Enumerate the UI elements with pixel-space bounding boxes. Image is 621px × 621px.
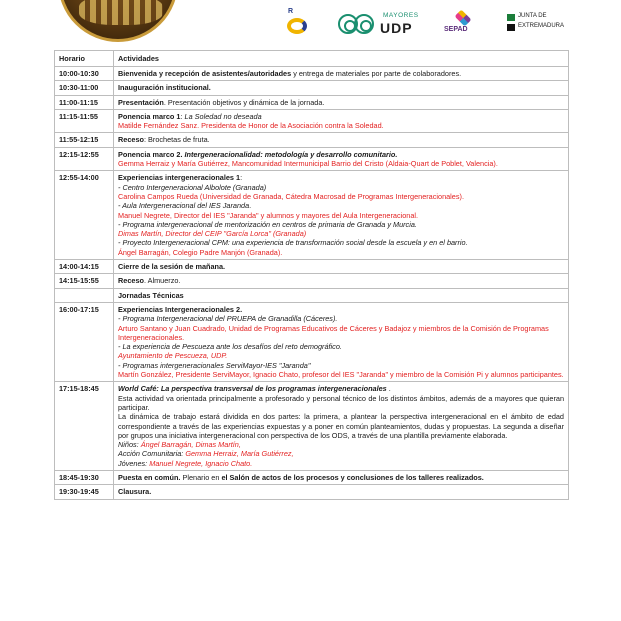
row-time: 10:30-11:00 [55,81,114,95]
experience-line: - Programa intergeneracional de mentorización en centros de primaria de Granada y Murcia. [118,219,417,229]
experience-line: - Proyecto Intergeneracional CPM: una experiencia de transformación social desde la escuela y en el barrio. [118,238,468,248]
row-activity [114,302,569,381]
activity-text: : [240,173,243,183]
table-row [55,274,569,288]
activity-text: : Brochetas de fruta. [143,135,210,145]
table-row [55,470,569,484]
table-row [55,171,569,260]
activity-text-bold: el Salón de actos de los procesos y conclusiones de los talleres realizados. [221,472,484,482]
table-row [55,81,569,95]
activity-title: World Café [118,384,157,394]
sepad-logo-text: SEPAD [444,26,468,33]
activity-subtitle: La Soledad no deseada [184,111,262,121]
row-activity [114,95,569,109]
group-facilitators: Gemma Herraiz, María Gutiérrez, [185,449,294,459]
table-row [55,95,569,109]
speaker-line: Ayuntamiento de Pescueza, UDP. [118,351,228,361]
row-time: 14:00-14:15 [55,260,114,274]
activity-subtitle: : La perspectiva transversal de los programas intergeneracionales [156,384,387,394]
row-activity [114,133,569,147]
experience-line: - Programas intergeneracionales ServiMayor-IES "Jaranda" [118,360,311,370]
activity-title: Presentación [118,97,164,107]
activity-title: Experiencias intergeneracionales 1 [118,173,241,183]
table-row [55,382,569,471]
section-heading: Jornadas Técnicas [118,290,184,300]
page-header [0,0,621,44]
activity-subtitle: Intergeneracionalidad: metodología y desarrollo comunitario. [184,149,398,159]
row-activity [114,485,569,499]
activity-title: Ponencia marco 1 [118,111,181,121]
junta-flag-icon-2 [507,24,515,31]
experience-line: - Programa Intergeneracional del PRUEPA de Granadilla (Cáceres). [118,314,338,324]
table-row [55,260,569,274]
speaker-line: Martín González, Presidente ServiMayor, Ignacio Chato, profesor del IES "Jaranda" y miembro de la Comisión Pi y alumnos participantes. [118,370,564,380]
group-label: Niños: [118,440,141,450]
event-photo [58,0,178,42]
row-activity [114,382,569,471]
row-time: 17:15-18:45 [55,382,114,471]
row-time: 14:15-15:55 [55,274,114,288]
row-time [55,288,114,302]
row-activity [114,67,569,81]
activity-paragraph: Esta actividad va orientada principalmente a profesorado y personal técnico de los distintos ámbitos, además de a mayores que quieran participar. [118,393,564,412]
experience-line: - La experiencia de Pescueza ante los desafíos del reto demográfico. [118,342,342,352]
speaker-line: Manuel Negrete, Director del IES "Jaranda" y alumnos y mayores del Aula Intergeneracional. [118,210,419,220]
activity-title: Receso [118,135,144,145]
row-activity [114,260,569,274]
row-activity [114,171,569,260]
speaker-line: Gemma Herraiz y María Gutiérrez, Mancomunidad Intermunicipal Barrio del Cristo (Aldaia-Quart de Poblet, Valencia). [118,159,498,169]
junta-logo-line1: JUNTA DE [518,13,547,19]
group-facilitators: Manuel Negrete, Ignacio Chato. [149,458,253,468]
column-header-time: Horario [55,51,114,67]
experience-line: - Aula Intergeneracional del IES Jaranda [118,201,250,211]
r-logo [286,8,310,36]
activity-title: Puesta en común. [118,472,181,482]
activity-text: : [180,111,185,121]
table-header-row [55,51,569,67]
row-time: 11:00-11:15 [55,95,114,109]
row-time: 12:15-12:55 [55,147,114,171]
experience-line: - Centro Intergeneracional Albolote (Granada) [118,182,267,192]
speaker-line: Arturo Santano y Juan Cuadrado, Unidad de Programas Educativos de Cáceres y Badajoz y miembros de la Comisión de Programas Intergeneracionales. [118,323,549,342]
experience-line-end: . [249,201,252,211]
row-activity [114,470,569,484]
table-row [55,133,569,147]
row-activity [114,81,569,95]
activity-title: Bienvenida y recepción de asistentes/autoridades [118,69,292,78]
agenda-table [54,50,569,500]
speaker-line: Matilde Fernández Sanz. Presidenta de Honor de la Asociación contra la Soledad. [118,121,384,131]
group-label: Acción Comunitaria: [118,449,186,459]
r-logo-ring [287,18,307,34]
row-time: 16:00-17:15 [55,302,114,381]
table-row [55,485,569,499]
row-time: 11:15-11:55 [55,109,114,133]
row-time: 10:00-10:30 [55,67,114,81]
activity-title: Clausura. [118,487,152,497]
activity-paragraph: La dinámica de trabajo estará dividida en dos partes: la primera, a plantear la perspectiva intergeneracional en el ámbito de edad correspondiente a través de las experiencias expuestas y a poner en común planteamientos, dudas y propuestas. La segunda a diseñar por grupos una iniciativa intergeneracional con perspectiva de los ODS, a través de una plantilla previamente elaborada. [118,412,564,440]
row-time: 19:30-19:45 [55,485,114,499]
table-row [55,67,569,81]
table-row [55,302,569,381]
row-activity [114,147,569,171]
speaker-line: Ángel Barragán, Colegio Padre Manjón (Granada). [118,247,283,257]
row-activity [114,288,569,302]
group-label: Jóvenes: [118,458,150,468]
activity-title: Cierre de la sesión de mañana. [118,262,226,272]
row-activity [114,109,569,133]
udp-logo [338,12,426,36]
activity-text: . [386,384,391,394]
activity-title: Inauguración institucional. [118,83,211,93]
junta-flag-icon [507,14,515,21]
activity-text: Plenario en [180,472,222,482]
speaker-line: Carolina Campos Rueda (Universidad de Granada, Cátedra Macrosad de Programas Intergeneracionales). [118,191,464,201]
activity-title: Experiencias Intergeneracionales 2. [118,304,243,314]
speaker-line: Dimas Martín, Director del CEIP "García Lorca" (Granada) [118,229,307,239]
row-time: 12:55-14:00 [55,171,114,260]
sepad-logo [444,12,484,38]
group-facilitators: Ángel Barragán, Dimas Martín, [140,440,241,450]
activity-title: Receso [118,276,144,286]
activity-text: y entrega de materiales por parte de colaboradores. [291,69,462,78]
activity-text: . Presentación objetivos y dinámica de la jornada. [163,97,325,107]
row-activity [114,274,569,288]
table-row [55,147,569,171]
udp-ring-icon-2 [354,14,374,34]
activity-text: . Almuerzo. [143,276,181,286]
r-logo-letter: R [288,8,294,15]
udp-logo-subtitle: MAYORES [383,12,419,19]
junta-logo [507,13,567,37]
row-time: 18:45-19:30 [55,470,114,484]
row-time: 11:55-12:15 [55,133,114,147]
column-header-activities: Actividades [114,51,569,67]
table-row [55,288,569,302]
table-row [55,109,569,133]
junta-logo-line2: EXTREMADURA [518,23,565,29]
activity-title: Ponencia marco 2. [118,149,183,159]
udp-logo-title: UDP [380,20,413,36]
sepad-mark-icon [455,10,472,27]
